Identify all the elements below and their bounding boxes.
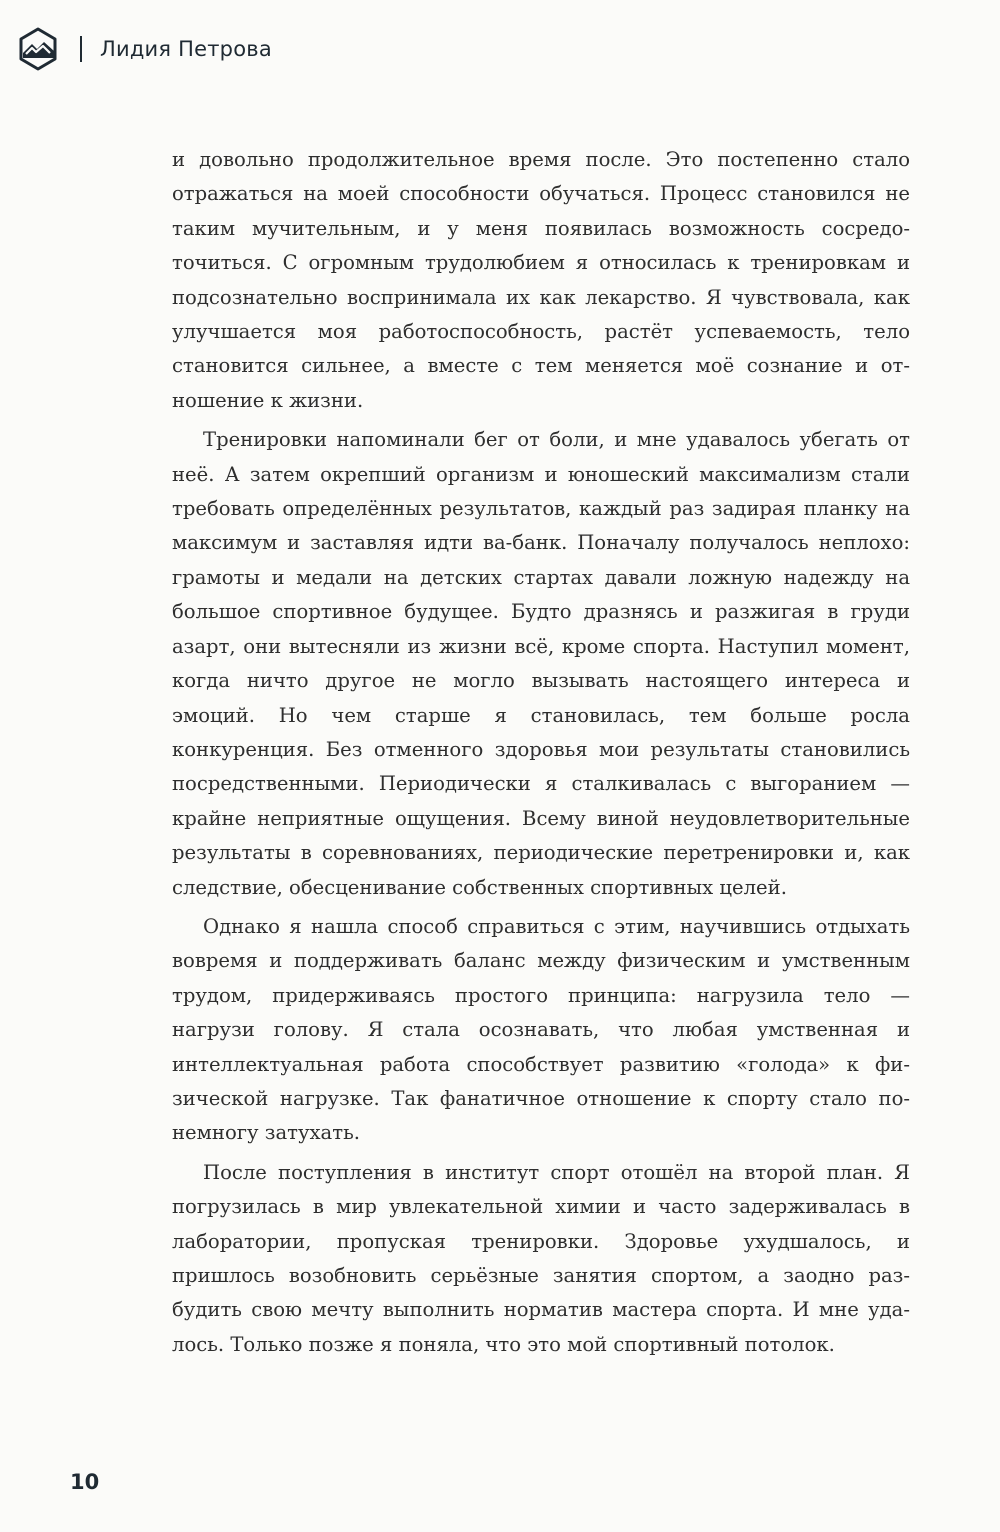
paragraph: Однако я нашла способ справиться с этим, научившись отдыхать вовремя и поддерживать баланс между физическим и умственным трудом, придерживаясь простого принципа: нагрузила тело — нагрузи голову. Я стала осознавать, что любая умственная и интеллектуальная работа способствует развитию «голода» к физической нагрузке. Так фанатичное отношение к спорту стало понемногу затухать. <box>172 914 910 1145</box>
running-header <box>14 24 272 74</box>
paragraph: Тренировки напоминали бег от боли, и мне удавалось убегать от неё. А затем окрепший организм и юношеский максимализм стали требовать определённых результатов, каждый раз задирая планку на максимум и заставляя идти ва-банк. Поначалу получалось неплохо: грамоты и медали на детских стартах давали ложную надежду на большое спортивное будущее. Будто дразнясь и разжигая в груди азарт, они вытесняли из жизни всё, кроме спорта. Наступил момент, когда ничто другое не могло вызывать настоящего интереса и эмоций. Но чем старше я становилась, тем больше росла конкуренция. Без отменного здоровья мои результаты становились посредственными. Периодически я сталкивалась с выгоранием — крайне неприятные ощущения. Всему виной неудовлетворительные результаты в соревнованиях, периодические перетренировки и, как следствие, обесценивание собственных спортивных целей. <box>172 428 910 899</box>
body-text <box>172 143 910 1367</box>
paragraph: и довольно продолжительное время после. Это постепенно стало отражаться на моей способности обучаться. Процесс становился не таким мучительным, и у меня появилась возможность сосредоточиться. С огромным трудолюбием я относилась к тренировкам и подсознательно воспринимала их как лекарство. Я чувствовала, как улучшается моя работоспособность, растёт успеваемость, тело становится сильнее, а вместе с тем меняется моё сознание и отношение к жизни. <box>172 148 910 412</box>
header-divider <box>80 36 82 62</box>
page-number: 10 <box>70 1470 100 1494</box>
paragraph: После поступления в институт спорт отошёл на второй план. Я погрузилась в мир увлекательной химии и часто задерживалась в лаборатории, пропуская тренировки. Здоровье ухудшалось, и пришлось возобновить серьёзные занятия спортом, а заодно разбудить свою мечту выполнить норматив мастера спорта. И мне удалось. Только позже я поняла, что это мой спортивный потолок. <box>172 1160 910 1356</box>
author-name: Лидия Петрова <box>100 37 272 61</box>
mountain-hexagon-icon <box>14 25 62 73</box>
